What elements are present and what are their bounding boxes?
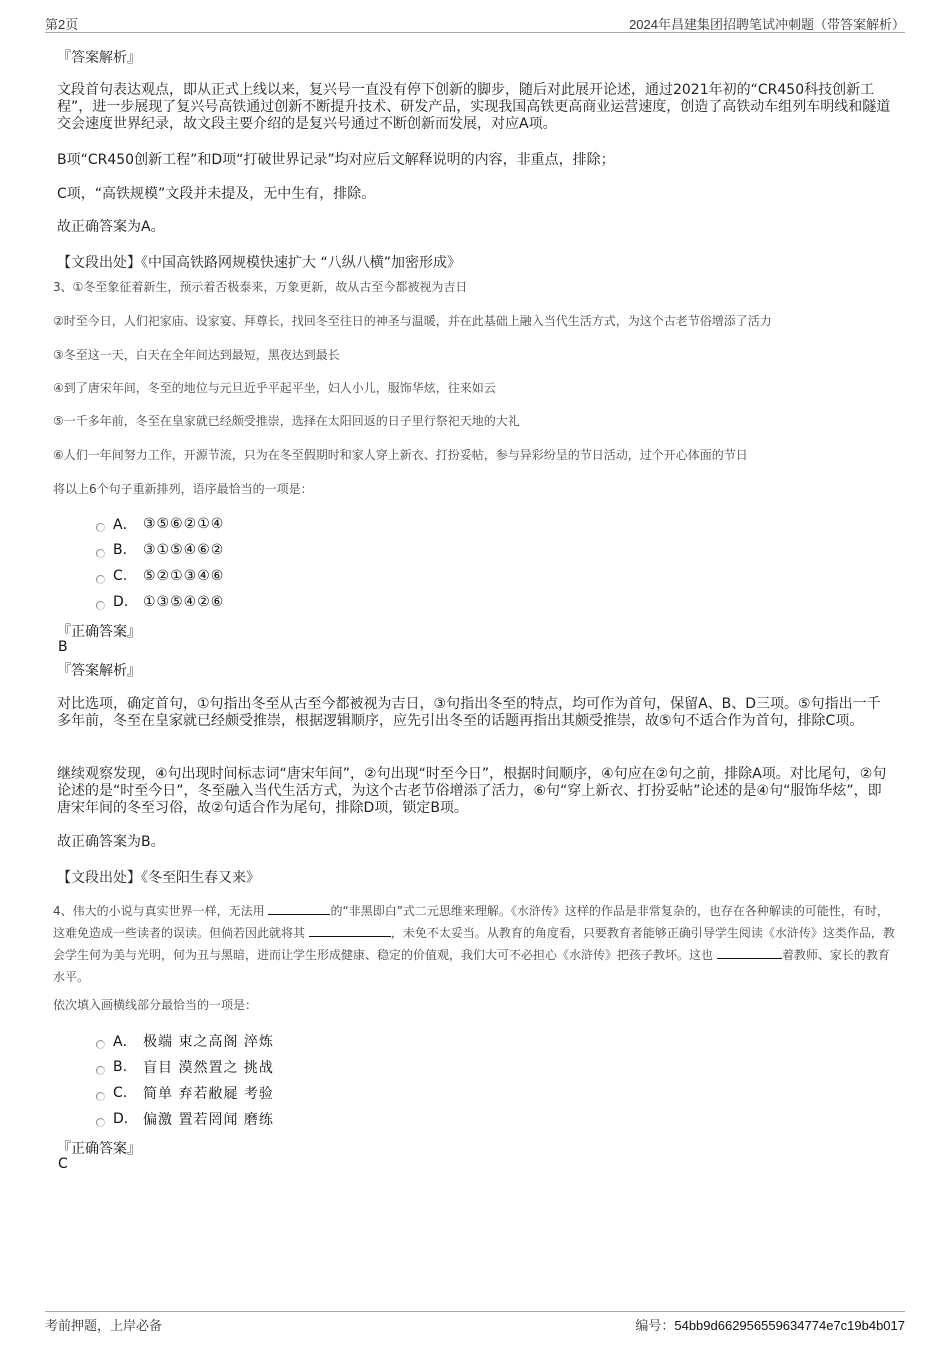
option-d[interactable]: D. 偏激 置若罔闻 磨练 [96,1109,274,1129]
radio-button[interactable] [96,601,105,610]
question-4-text: 4、伟大的小说与真实世界一样，无法用 的“非黑即白”式二元思维来理解。《水浒传》这样的作品是非常复杂的，也存在各种解读的可能性，有时，这难免造成一些读者的误读。但倘若因此就将其 ，未免不太妥当。从教育的角度看，只要教育者能够正确引导学生阅读《水浒传》这类作品，教会学生何为美与光明，何为丑与黑暗，进而让学生形成健康、稳定的价值观，我们大可不必担心《水浒传》把孩子教坏。这也 着教师、家长的教育水平。 [53,904,895,984]
question-prompt: 将以上6个句子重新排列，语序最恰当的一项是： [53,482,313,496]
fill-blank-3[interactable] [717,946,782,959]
analysis-label: 『答案解析』 [57,50,141,66]
analysis-conclusion: 故正确答案为B。 [57,834,165,850]
question-3-sentence-2: ②时至今日，人们祀家庙、设家宴、拜尊长，找回冬至往日的神圣与温暖，并在此基础上融入当代生活方式，为这个古老节俗增添了活力 [53,314,772,328]
radio-button[interactable] [96,1118,105,1127]
footer-slogan: 考前押题，上岸必备 [45,1318,163,1333]
fill-blank-2[interactable] [309,924,391,937]
option-b[interactable]: B. ③①⑤④⑥② [96,540,224,560]
document-title: 2024年昌建集团招聘笔试冲刺题（带答案解析） [629,17,905,32]
radio-button[interactable] [96,575,105,584]
analysis-paragraph: C项，“高铁规模”文段并未提及，无中生有，排除。 [57,186,376,202]
question-number: 3、 [53,280,73,294]
analysis-label: 『答案解析』 [57,663,141,679]
radio-button[interactable] [96,549,105,558]
option-c[interactable]: C. 简单 弃若敝屣 考验 [96,1083,274,1103]
analysis-paragraph: B项“CR450创新工程”和D项“打破世界记录”均对应后文解释说明的内容，非重点，排除； [57,152,615,168]
page-footer [45,1311,905,1332]
option-c[interactable]: C. ⑤②①③④⑥ [96,566,224,586]
analysis-paragraph: 对比选项，确定首句，①句指出冬至从古至今都被视为吉日，③句指出冬至的特点，均可作为首句，保留A、B、D三项。⑤句指出一千多年前，冬至在皇家就已经颇受推崇，根据逻辑顺序，应先引出冬至的话题再指出其颇受推崇，故⑤句不适合作为首句，排除C项。 [57,696,881,729]
source-citation: 【文段出处】《冬至阳生春又来》 [57,870,260,886]
question-number: 4、 [53,904,73,918]
option-b[interactable]: B. 盲目 漠然置之 挑战 [96,1057,274,1077]
radio-button[interactable] [96,523,105,532]
radio-button[interactable] [96,1066,105,1075]
radio-button[interactable] [96,1040,105,1049]
question-3-sentence-1: 3、①冬至象征着新生，预示着否极泰来，万象更新，故从古至今都被视为吉日 [53,280,468,294]
question-prompt: 依次填入画横线部分最恰当的一项是： [53,998,258,1012]
correct-answer-label: 『正确答案』 [57,1141,141,1157]
option-a[interactable]: A． ③⑤⑥②①④ [96,514,224,534]
option-d[interactable]: D. ①③⑤④②⑥ [96,592,224,612]
analysis-conclusion: 故正确答案为A。 [57,219,165,235]
correct-answer-label: 『正确答案』 [57,624,141,640]
question-3-sentence-4: ④到了唐宋年间，冬至的地位与元旦近乎平起平坐，妇人小儿，服饰华炫，往来如云 [53,381,496,395]
option-a[interactable]: A． 极端 束之高阁 淬炼 [96,1031,274,1051]
page-number: 第2页 [45,17,79,32]
question-3-sentence-6: ⑥人们一年间努力工作，开源节流，只为在冬至假期时和家人穿上新衣、打扮妥帖，参与异彩纷呈的节日活动，过个开心体面的节日 [53,448,748,462]
document-id: 编号：54bb9d662956559634774e7c19b4b017 [635,1318,905,1333]
source-citation: 【文段出处】《中国高铁路网规模快速扩大 “八纵八横”加密形成》 [57,255,461,271]
correct-answer-value: B [58,639,68,655]
fill-blank-1[interactable] [268,902,330,915]
correct-answer-value: C [58,1156,68,1172]
analysis-paragraph: 继续观察发现，④句出现时间标志词“唐宋年间”，②句出现“时至今日”，根据时间顺序，④句应在②句之前，排除A项。对比尾句，②句论述的是“时至今日”，冬至融入当代生活方式，为这个古老节俗增添了活力，⑥句“穿上新衣、打扮妥帖”论述的是④句“服饰华炫”，即唐宋年间的冬至习俗，故②句适合作为尾句，排除D项，锁定B项。 [57,766,887,816]
analysis-paragraph: 文段首句表达观点，即从正式上线以来，复兴号一直没有停下创新的脚步，随后对此展开论述，通过2021年初的“CR450科技创新工程”，进一步展现了复兴号高铁通过创新不断提升技术、研发产品，实现我国高铁更高商业运营速度，创造了高铁动车组列车明线和隧道交会速度世界纪录，故文段主要介绍的是复兴号通过不断创新而发展，对应A项。 [57,82,891,132]
question-3-sentence-5: ⑤一千多年前，冬至在皇家就已经颇受推崇，选择在太阳回返的日子里行祭祀天地的大礼 [53,414,520,428]
radio-button[interactable] [96,1092,105,1101]
question-3-sentence-3: ③冬至这一天，白天在全年间达到最短，黑夜达到最长 [53,348,340,362]
page-header [45,12,905,33]
